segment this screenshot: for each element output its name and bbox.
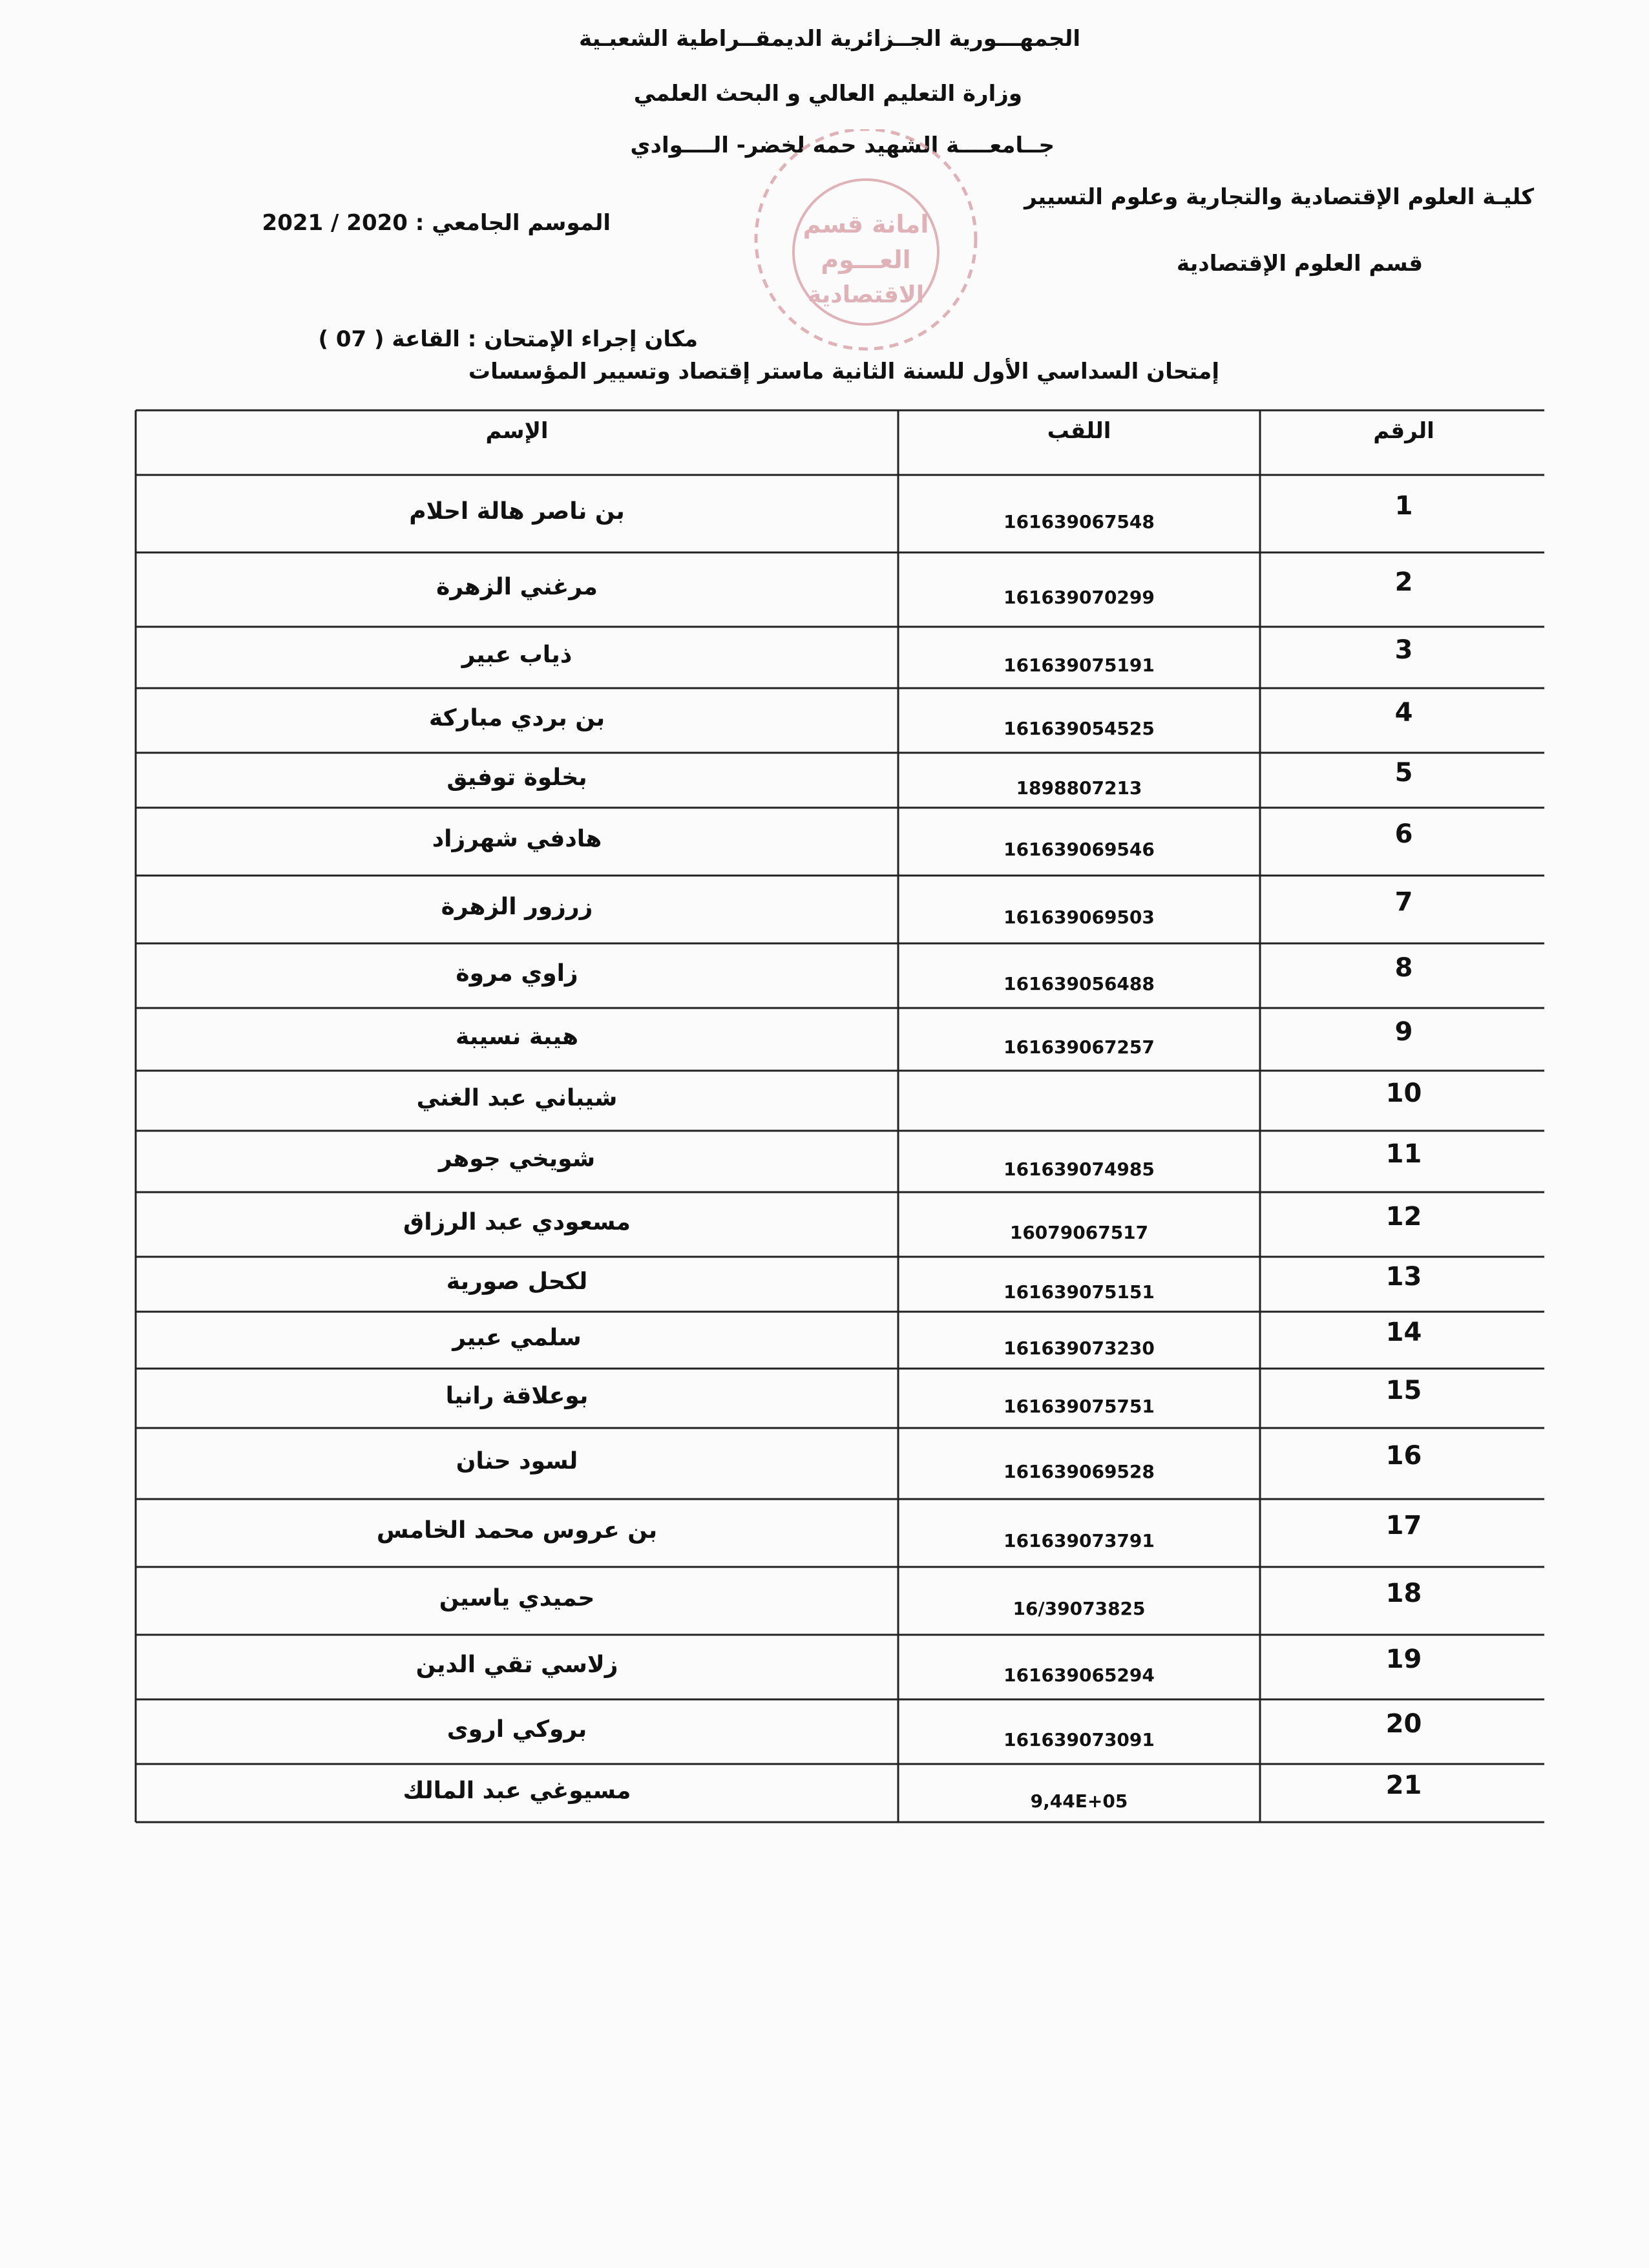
stamp-text-line1: امانة قسم xyxy=(803,210,929,238)
header-name: الإسم xyxy=(485,418,549,444)
row-id: 161639073230 xyxy=(1003,1337,1155,1359)
row-id: 161639069503 xyxy=(1003,907,1155,928)
row-number: 19 xyxy=(1385,1644,1422,1674)
faculty-name: كليـة العلوم الإقتصادية والتجارية وعلوم التسيير xyxy=(1024,184,1534,210)
row-number: 2 xyxy=(1394,567,1413,597)
row-name: شويخي جوهر xyxy=(438,1146,596,1172)
row-name: مسعودي عبد الرزاق xyxy=(403,1208,631,1235)
row-id: 161639054525 xyxy=(1003,717,1155,739)
row-name: هادفي شهرزاد xyxy=(432,826,602,852)
row-number: 20 xyxy=(1385,1709,1422,1739)
row-id: 161639075191 xyxy=(1003,655,1155,676)
row-number: 11 xyxy=(1385,1139,1422,1169)
row-number: 10 xyxy=(1385,1078,1422,1108)
row-number: 21 xyxy=(1385,1770,1422,1800)
row-number: 5 xyxy=(1394,757,1413,788)
row-id: 16079067517 xyxy=(1009,1221,1149,1243)
row-number: 8 xyxy=(1394,953,1413,983)
row-id: 161639074985 xyxy=(1003,1159,1155,1180)
row-name: سلمي عبير xyxy=(452,1324,582,1351)
row-number: 12 xyxy=(1385,1202,1422,1232)
row-number: 3 xyxy=(1394,635,1413,665)
row-number: 15 xyxy=(1385,1376,1422,1405)
row-id: 1898807213 xyxy=(1016,777,1142,799)
row-number: 7 xyxy=(1394,887,1413,917)
row-id: 161639067548 xyxy=(1003,510,1155,532)
header-surname: اللقب xyxy=(1047,418,1111,444)
stamp-text-line3: الاقتصادية xyxy=(807,282,925,308)
row-name: بروكي اروى xyxy=(446,1716,587,1743)
row-id: 161639073791 xyxy=(1003,1530,1155,1551)
academic-season: الموسم الجامعي : 2020 / 2021 xyxy=(262,210,611,236)
row-name: زرزور الزهرة xyxy=(441,894,593,920)
department-stamp xyxy=(730,129,1002,401)
row-number: 18 xyxy=(1385,1578,1422,1608)
row-number: 16 xyxy=(1385,1441,1422,1471)
university-name: جــامعــــة الشهيد حمه لخضر- الــــوادي xyxy=(630,132,1055,158)
row-name: زاوي مروة xyxy=(456,960,578,987)
row-number: 6 xyxy=(1394,819,1413,849)
row-name: بن بردي مباركة xyxy=(428,704,605,731)
row-number: 13 xyxy=(1385,1261,1422,1292)
row-id: 161639070299 xyxy=(1003,587,1155,608)
department-name: قسم العلوم الإقتصادية xyxy=(1176,251,1423,277)
republic-title: الجمهـــورية الجــزائرية الديمقــراطية الشعبـية xyxy=(579,26,1080,52)
row-id: 161639069528 xyxy=(1003,1460,1155,1482)
row-name: شيباني عبد الغني xyxy=(416,1085,618,1111)
row-name: لسود حنان xyxy=(456,1447,578,1475)
row-id: 16/39073825 xyxy=(1013,1598,1146,1619)
exam-title: إمتحان السداسي الأول للسنة الثانية ماستر إقتصاد وتسيير المؤسسات xyxy=(468,359,1219,384)
row-id xyxy=(898,1078,1260,1139)
exam-place: مكان إجراء الإمتحان : القاعة ( 07 ) xyxy=(318,326,698,352)
row-id: 161639075751 xyxy=(1003,1395,1155,1417)
row-name: حميدي ياسين xyxy=(439,1585,595,1612)
row-number: 1 xyxy=(1394,491,1413,521)
row-number: 14 xyxy=(1385,1318,1422,1347)
ministry-title: وزارة التعليم العالي و البحث العلمي xyxy=(633,81,1022,107)
row-id: 161639073091 xyxy=(1003,1728,1155,1750)
row-name: بن ناصر هالة احلام xyxy=(409,498,625,525)
row-id: 161639056488 xyxy=(1003,972,1155,994)
row-id: 161639075151 xyxy=(1003,1281,1155,1303)
row-name: هيبة نسيبة xyxy=(455,1024,579,1050)
row-name: مرغني الزهرة xyxy=(436,574,598,600)
row-id: 161639069546 xyxy=(1003,839,1155,860)
row-name: زلاسي تقي الدين xyxy=(415,1651,618,1678)
row-number: 9 xyxy=(1394,1016,1413,1047)
row-id: 9,44E+05 xyxy=(1030,1790,1128,1812)
row-number: 4 xyxy=(1394,698,1413,728)
stamp-text-line2: العـــوم xyxy=(821,246,911,274)
row-name: بوعلاقة رانيا xyxy=(445,1382,589,1409)
row-id: 161639067257 xyxy=(1003,1036,1155,1058)
row-name: لكحل صورية xyxy=(446,1268,588,1295)
row-name: بخلوة توفيق xyxy=(446,764,587,791)
row-name: مسيوغي عبد المالك xyxy=(403,1777,631,1804)
row-name: ذياب عبير xyxy=(461,642,572,668)
row-name: بن عروس محمد الخامس xyxy=(376,1517,658,1544)
row-id: 161639065294 xyxy=(1003,1664,1155,1686)
row-number: 17 xyxy=(1385,1510,1422,1540)
header-number: الرقم xyxy=(1373,418,1434,444)
